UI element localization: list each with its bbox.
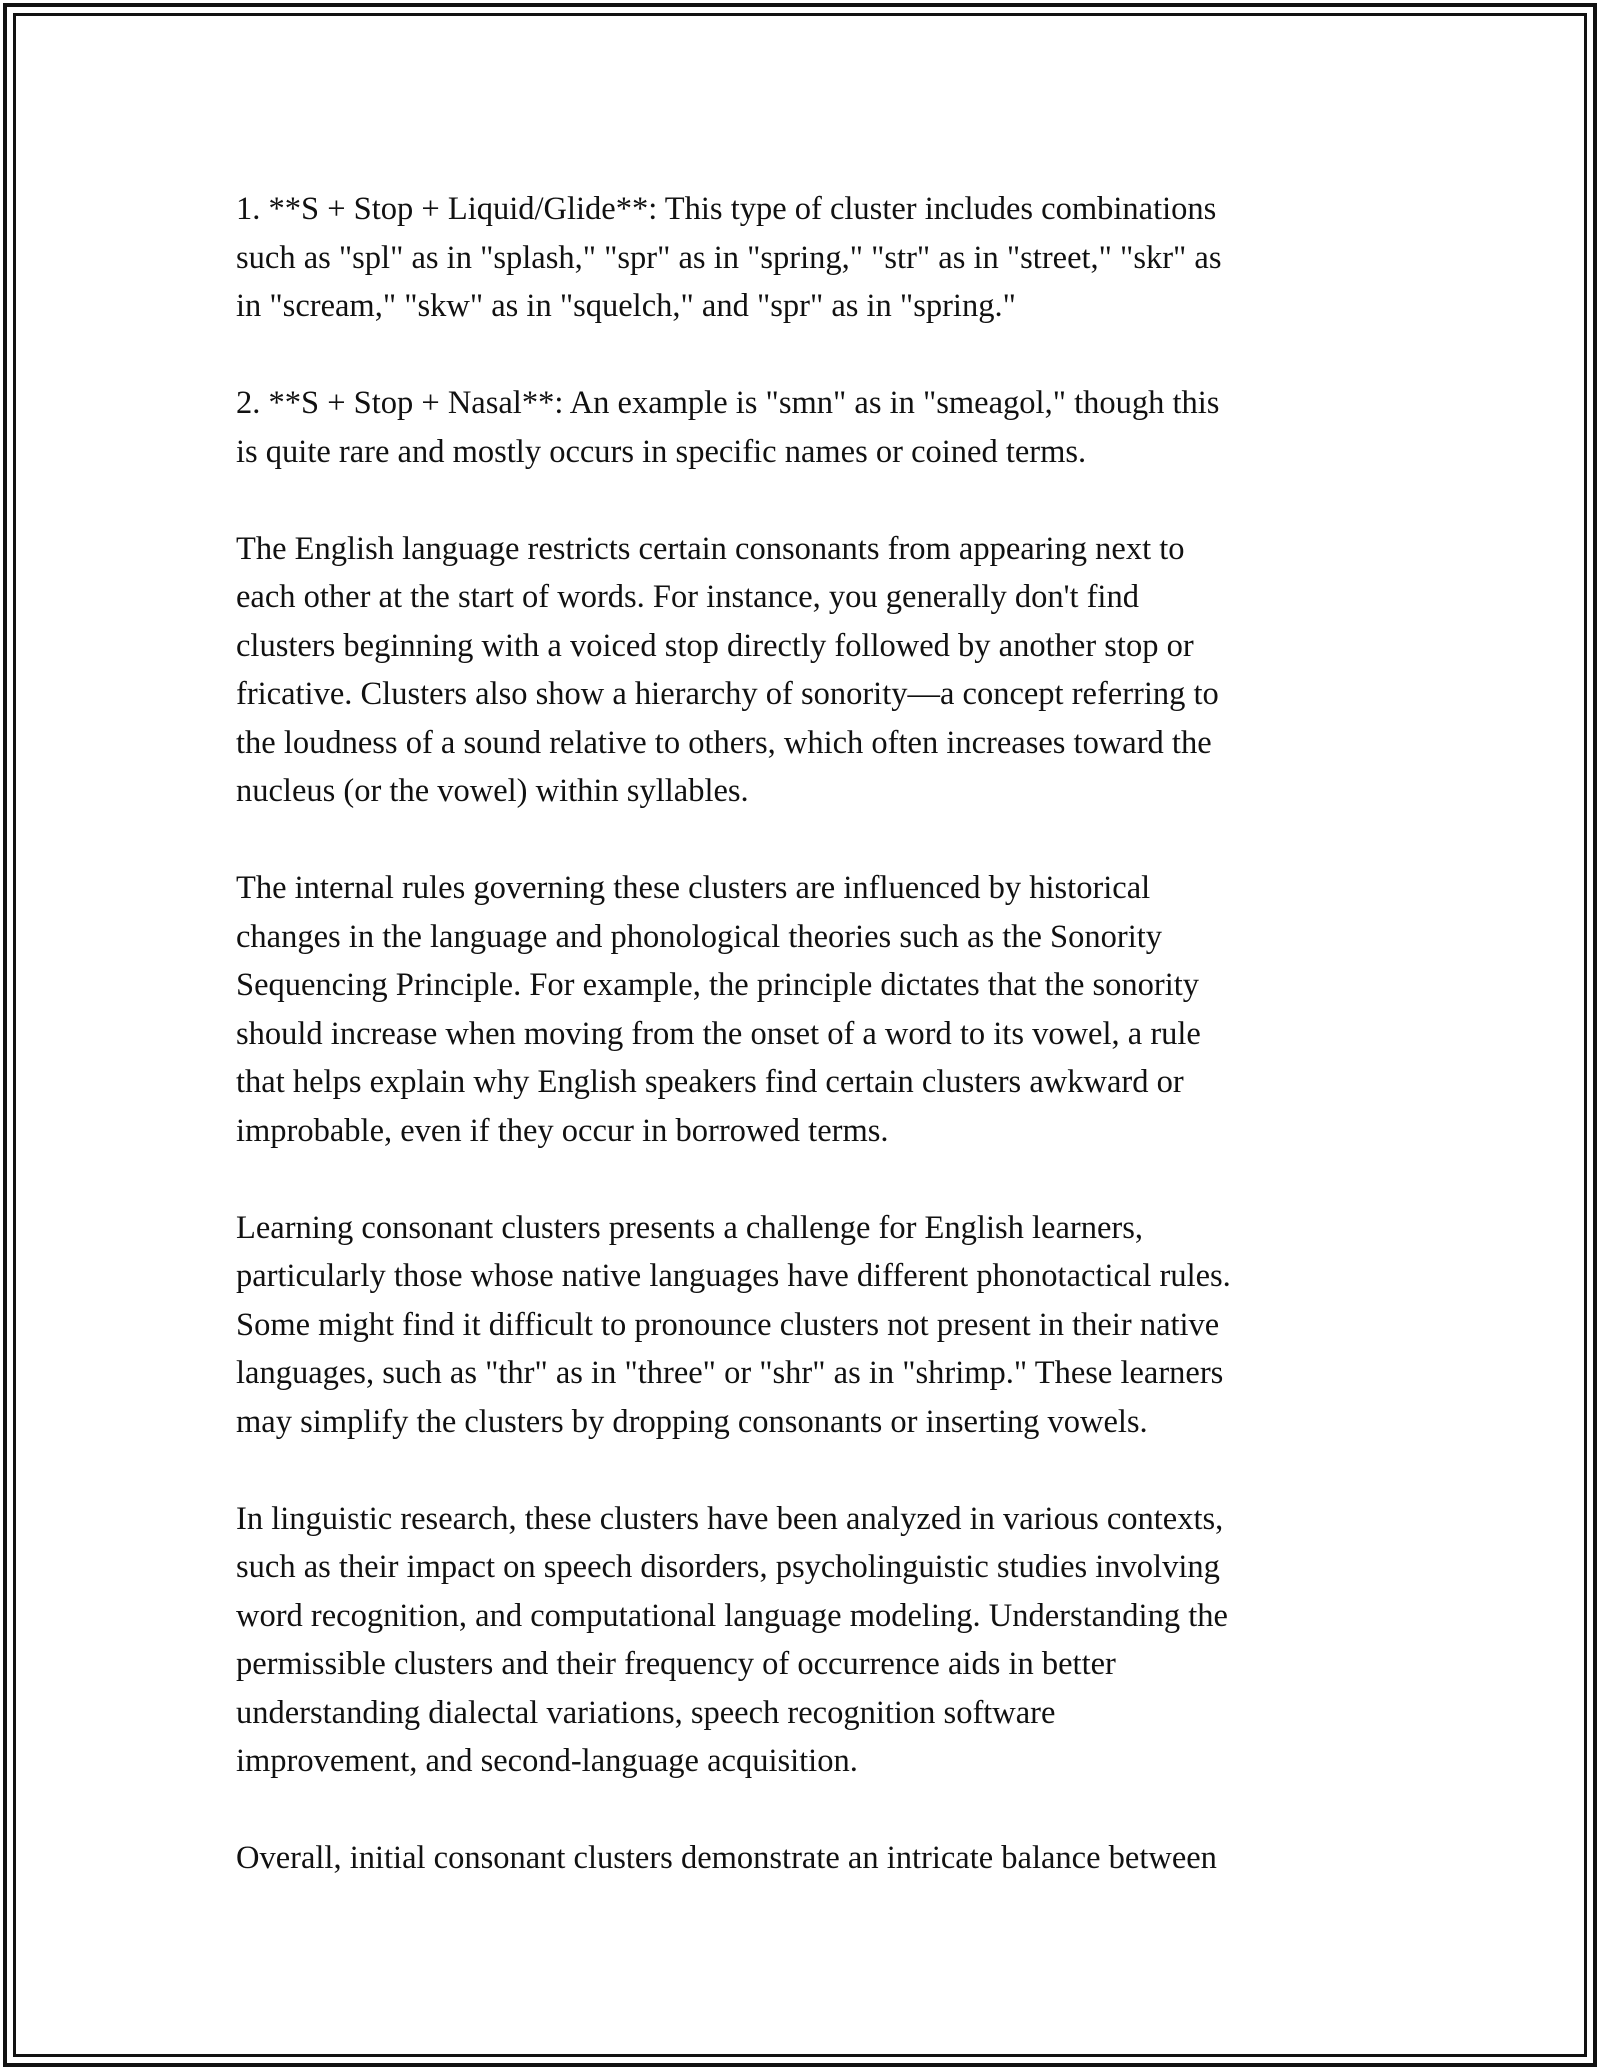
text-line: fricative. Clusters also show a hierarchy of sonority—a concept referring to	[236, 676, 1219, 712]
text-line: each other at the start of words. For instance, you generally don't find	[236, 579, 1139, 615]
paragraph-1	[236, 185, 1366, 331]
text-line: Some might find it difficult to pronounce clusters not present in their native	[236, 1306, 1220, 1343]
text-line: 2. **S + Stop + Nasal**: An example is "smn" as in "smeagol," though this	[236, 385, 1220, 421]
paragraph-2	[236, 379, 1366, 476]
text-line: Learning consonant clusters presents a challenge for English learners,	[236, 1209, 1143, 1246]
text-line: 1. **S + Stop + Liquid/Glide**: This type of cluster includes combinations	[236, 191, 1217, 227]
text-line: the loudness of a sound relative to others, which often increases toward the	[236, 724, 1212, 761]
paragraph-6	[236, 1495, 1366, 1786]
text-line: nucleus (or the vowel) within syllables.	[236, 773, 749, 809]
text-line: Sequencing Principle. For example, the principle dictates that the sonority	[236, 967, 1200, 1003]
paragraph-5	[236, 1204, 1366, 1447]
text-line: changes in the language and phonological theories such as the Sonority	[236, 918, 1163, 955]
text-line: permissible clusters and their frequency of occurrence aids in better	[236, 1646, 1116, 1682]
text-line: may simplify the clusters by dropping consonants or inserting vowels.	[236, 1403, 1148, 1440]
document-body	[236, 185, 1366, 1931]
paragraph-7	[236, 1834, 1366, 1883]
text-line: clusters beginning with a voiced stop directly followed by another stop or	[236, 627, 1194, 664]
text-line: particularly those whose native languages have different phonotactical rules.	[236, 1258, 1231, 1294]
text-line: that helps explain why English speakers find certain clusters awkward or	[236, 1064, 1184, 1100]
text-line: improbable, even if they occur in borrowed terms.	[236, 1112, 889, 1149]
text-line: The internal rules governing these clusters are influenced by historical	[236, 870, 1151, 906]
text-line: understanding dialectal variations, speech recognition software	[236, 1694, 1056, 1731]
text-line: Overall, initial consonant clusters demonstrate an intricate balance between	[236, 1840, 1217, 1876]
text-line: such as their impact on speech disorders, psycholinguistic studies involving	[236, 1549, 1220, 1585]
paragraph-3	[236, 525, 1366, 816]
text-line: The English language restricts certain consonants from appearing next to	[236, 530, 1185, 567]
text-line: is quite rare and mostly occurs in specific names or coined terms.	[236, 433, 1087, 470]
text-line: In linguistic research, these clusters have been analyzed in various contexts,	[236, 1500, 1224, 1537]
text-line: such as "spl" as in "splash," "spr" as in "spring," "str" as in "street," "skr" as	[236, 239, 1222, 276]
text-line: should increase when moving from the onset of a word to its vowel, a rule	[236, 1015, 1201, 1052]
paragraph-4	[236, 864, 1366, 1155]
text-line: word recognition, and computational language modeling. Understanding the	[236, 1597, 1228, 1634]
text-line: in "scream," "skw" as in "squelch," and "spr" as in "spring."	[236, 288, 1016, 324]
text-line: languages, such as "thr" as in "three" or "shr" as in "shrimp." These learners	[236, 1355, 1224, 1391]
text-line: improvement, and second-language acquisition.	[236, 1743, 858, 1779]
